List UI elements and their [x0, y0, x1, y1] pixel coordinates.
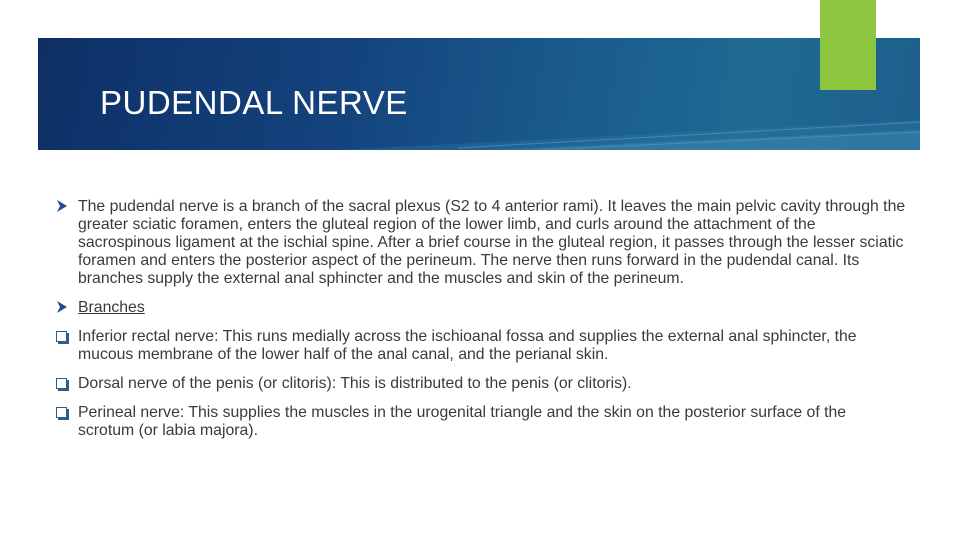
branches-heading: Branches — [78, 299, 145, 316]
list-item — [56, 375, 906, 393]
list-item — [56, 299, 906, 317]
box-icon — [56, 378, 67, 389]
page-title: PUDENDAL NERVE — [100, 84, 408, 121]
list-item-text: The pudendal nerve is a branch of the sacral plexus (S2 to 4 anterior rami). It leaves the main pelvic cavity through the greater sciatic foramen, enters the gluteal region of the lower limb, and curls around the attachment of the sacrospinous ligament at the ischial spine. After a brief course in the gluteal region, it passes through the lesser sciatic foramen and enters the posterior aspect of the perineum. The nerve then runs forward in the pudendal canal. Its branches supply the external anal sphincter and the muscles and skin of the perineum. — [78, 198, 906, 287]
slide-content — [56, 198, 906, 451]
accent-bar — [820, 0, 876, 90]
box-icon — [56, 331, 67, 342]
list-item — [56, 328, 906, 364]
list-item-text: Perineal nerve: This supplies the muscles in the urogenital triangle and the skin on the posterior surface of the scrotum (or labia majora). — [78, 404, 847, 439]
diamond-icon — [56, 300, 70, 316]
list-item — [56, 198, 906, 288]
list-item-text: Dorsal nerve of the penis (or clitoris): This is distributed to the penis (or clitoris). — [78, 375, 632, 392]
title-band — [38, 38, 920, 150]
diamond-icon — [56, 199, 70, 215]
box-icon — [56, 407, 67, 418]
list-item-text: Inferior rectal nerve: This runs medially across the ischioanal fossa and supplies the external anal sphincter, the mucous membrane of the lower half of the anal canal, and the perianal skin. — [78, 328, 857, 363]
list-item — [56, 404, 906, 440]
